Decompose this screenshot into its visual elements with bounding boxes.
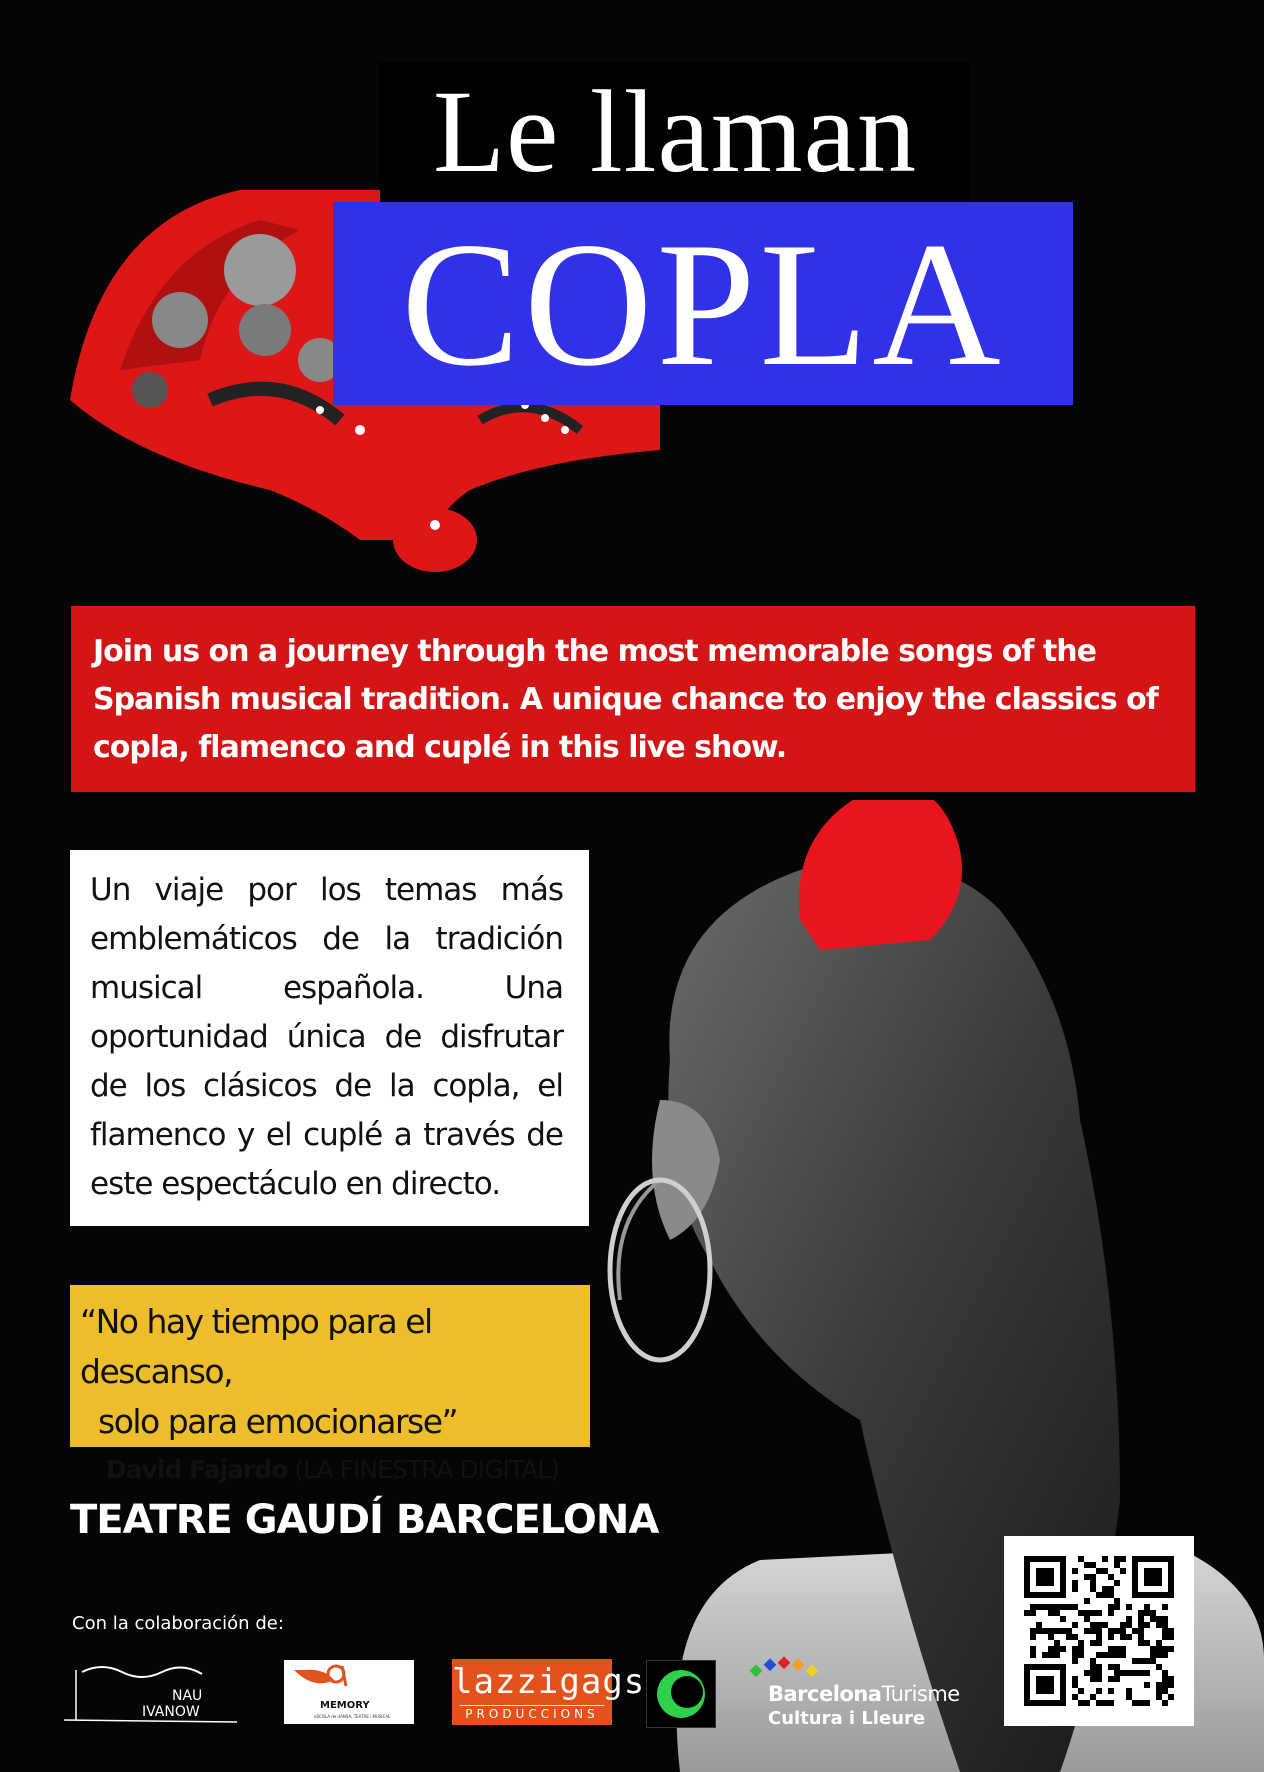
quote-line-2: solo para emocionarse”	[98, 1402, 458, 1441]
nau-logo-line-1: NAU	[172, 1688, 203, 1704]
qr-code[interactable]	[1004, 1536, 1194, 1726]
quote-author: David Fajardo	[106, 1455, 288, 1484]
qr-code-pattern	[1024, 1556, 1174, 1706]
english-blurb: Join us on a journey through the most memorable songs of the Spanish musical tradition. A unique chance to enjoy the classics of copla, flamenco and cuplé in this live show.	[71, 606, 1195, 792]
barcelona-turisme-dots	[744, 1652, 824, 1682]
barcelona-turisme-logo	[740, 1652, 980, 1732]
nau-logo-line-2: IVANOW	[142, 1704, 200, 1720]
venue-name: TEATRE GAUDÍ BARCELONA	[70, 1497, 659, 1543]
quote-line-1: “No hay tiempo para el descanso,	[80, 1302, 432, 1391]
c-logo	[646, 1660, 716, 1728]
nau-ivanow-logo	[62, 1652, 242, 1732]
lazzigags-logo-subtitle: PRODUCCIONS	[460, 1705, 604, 1722]
memory-logo-name: MEMORY	[320, 1700, 370, 1711]
memory-logo	[284, 1660, 414, 1724]
title-line-2: COPLA	[333, 202, 1073, 405]
review-quote	[70, 1285, 590, 1484]
quote-attribution	[80, 1447, 590, 1493]
quote-source: (LA FINESTRA DIGITAL)	[294, 1455, 559, 1484]
memory-logo-subtitle: eSCOLA de dANSA, TEATRE i MUSICAL	[314, 1714, 391, 1719]
spanish-blurb: Un viaje por los temas más emblemáticos de la tradición musical española. Una oportunidad única de disfrutar de los clásicos de la copla, el flamenco y el cuplé a través de este espectáculo en directo.	[70, 850, 589, 1226]
lazzigags-logo-name: lazzigags	[452, 1662, 646, 1702]
barcelona-turisme-name: BarcelonaTurisme	[768, 1682, 960, 1706]
barcelona-turisme-subtitle: Cultura i Lleure	[768, 1708, 926, 1729]
title-line-1: Le llaman	[380, 62, 970, 202]
collaboration-label: Con la colaboración de:	[72, 1613, 284, 1634]
memory-logo-mark	[284, 1660, 414, 1700]
lazzigags-logo	[452, 1659, 646, 1725]
